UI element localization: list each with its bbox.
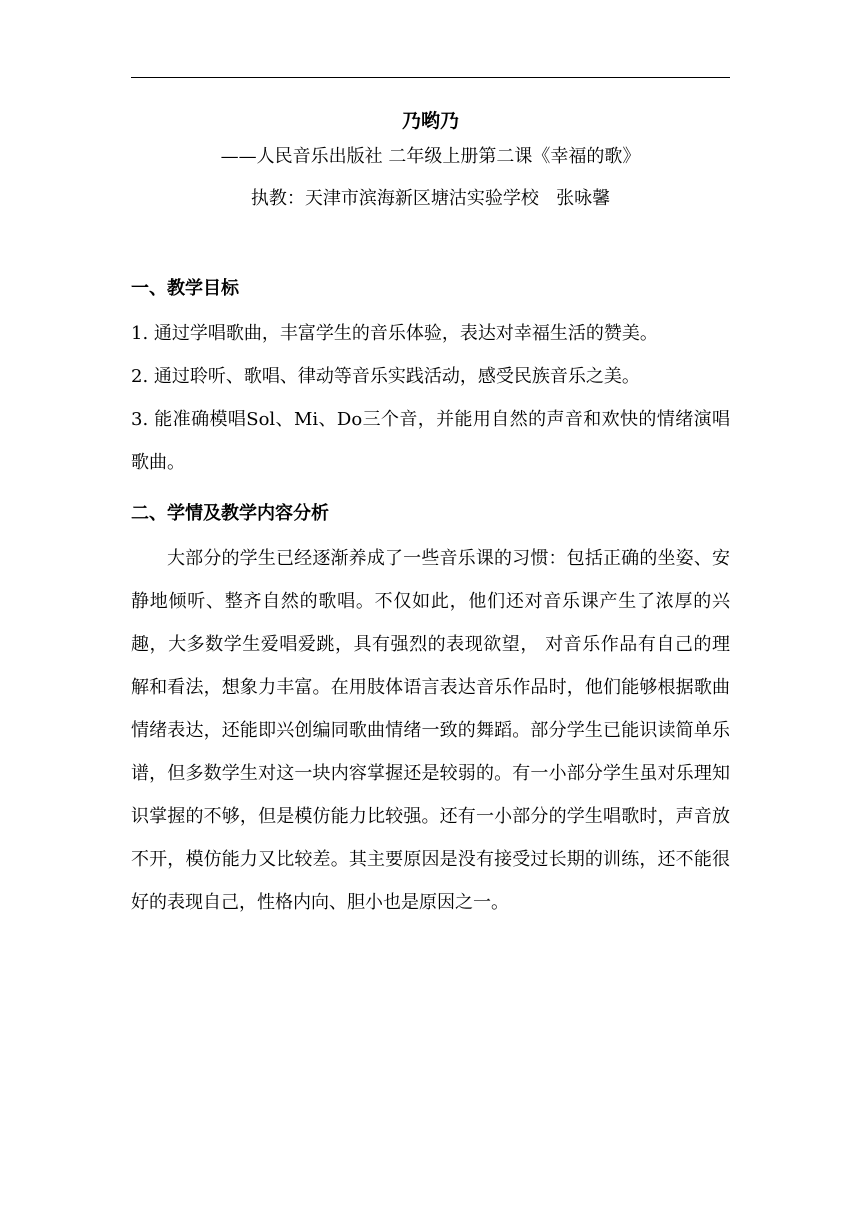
document-title: 乃哟乃 xyxy=(401,110,459,132)
document-page xyxy=(131,108,730,924)
objectives-list xyxy=(131,312,730,484)
objective-item-3: 3. 能准确模唱Sol、Mi、Do三个音，并能用自然的声音和欢快的情绪演唱歌曲。 xyxy=(131,409,730,473)
objective-item-1: 1. 通过学唱歌曲，丰富学生的音乐体验，表达对幸福生活的赞美。 xyxy=(131,323,658,344)
analysis-paragraph: 大部分的学生已经逐渐养成了一些音乐课的习惯：包括正确的坐姿、安静地倾听、整齐自然的歌唱。不仅如此，他们还对音乐课产生了浓厚的兴趣，大多数学生爱唱爱跳，具有强烈的表现欲望， 对音乐作品有自己的理解和看法，想象力丰富。在用肢体语言表达音乐作品时，他们能够根据歌曲情绪表达，还能即兴创编同歌曲情绪一致的舞蹈。部分学生已能识读简单乐谱，但多数学生对这一块内容掌握还是较弱的。有一小部分学生虽对乐理知识掌握的不够，但是模仿能力比较强。还有一小部分的学生唱歌时，声音放不开，模仿能力又比较差。其主要原因是没有接受过长期的训练，还不能很好的表现自己，性格内向、胆小也是原因之一。 xyxy=(131,548,730,913)
objective-item-2: 2. 通过聆听、歌唱、律动等音乐实践活动，感受民族音乐之美。 xyxy=(131,366,640,387)
document-subtitle: ——人民音乐出版社 二年级上册第二课《幸福的歌》 xyxy=(220,146,641,167)
document-author: 执教：天津市滨海新区塘沽实验学校 张咏馨 xyxy=(250,188,611,209)
header-rule xyxy=(131,77,730,78)
section-heading-objectives: 一、教学目标 xyxy=(131,278,239,299)
section-heading-analysis: 二、学情及教学内容分析 xyxy=(131,503,329,524)
